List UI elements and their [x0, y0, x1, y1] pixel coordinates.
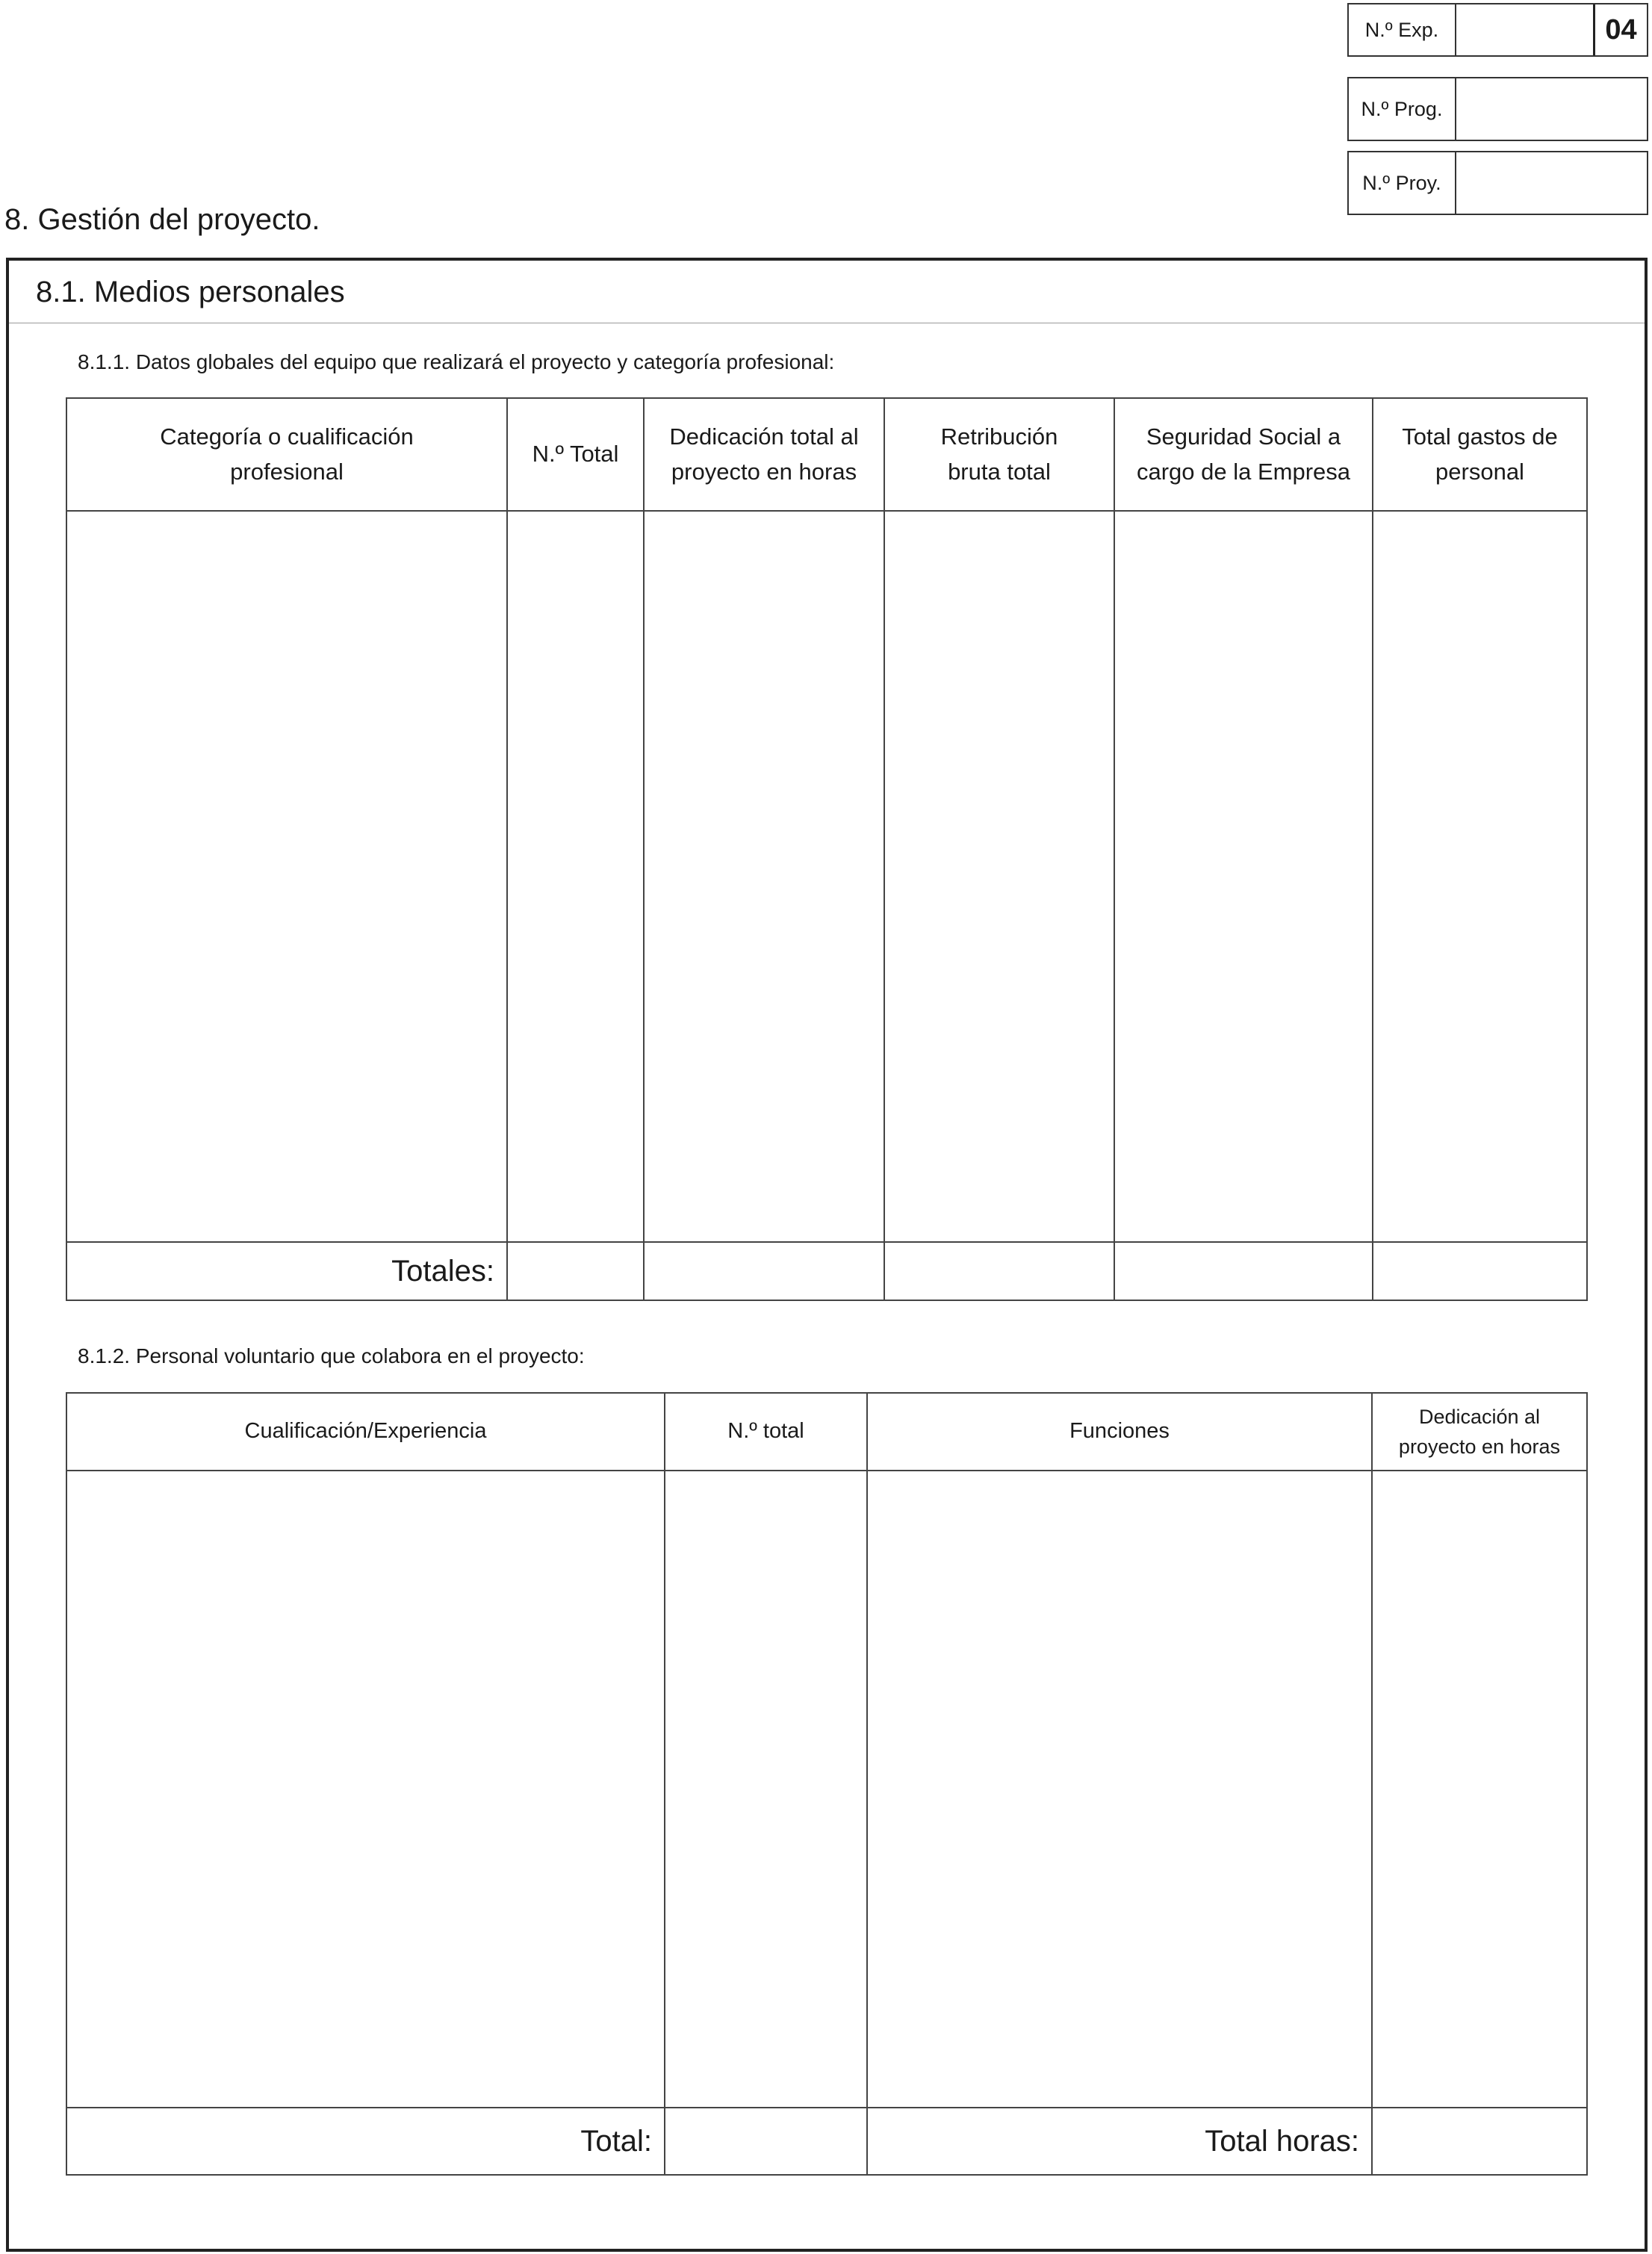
volunteer-hours-total-cell[interactable]: [1372, 2108, 1587, 2175]
total-number-entry-cell[interactable]: [507, 511, 644, 1242]
team-table-entry-area: [66, 511, 1587, 1242]
dedication-hours-total-cell[interactable]: [644, 1242, 884, 1300]
col-header-total-staff-costs: Total gastos de personal: [1373, 398, 1587, 511]
subsection-title-8-1-2: 8.1.2. Personal voluntario que colabora en el proyecto:: [78, 1344, 585, 1367]
ref-label-proy: N.º Proy.: [1349, 152, 1456, 214]
social-security-entry-cell[interactable]: [1114, 511, 1373, 1242]
category-entry-cell[interactable]: [66, 511, 507, 1242]
col-header-qualification: Cualificación/Experiencia: [66, 1393, 665, 1471]
subsection-title-8-1-1: 8.1.1. Datos globales del equipo que realizará el proyecto y categoría profesional:: [78, 350, 835, 373]
total-hours-label: Total horas:: [867, 2108, 1372, 2175]
social-security-total-cell[interactable]: [1114, 1242, 1373, 1300]
volunteer-total-cell[interactable]: [665, 2108, 867, 2175]
total-label: Total:: [66, 2108, 665, 2175]
gross-pay-total-cell[interactable]: [884, 1242, 1114, 1300]
total-number-total-cell[interactable]: [507, 1242, 644, 1300]
volunteer-table-totals-row: [66, 2108, 1587, 2175]
total-staff-costs-entry-cell[interactable]: [1373, 511, 1587, 1242]
proy-number-field[interactable]: [1456, 152, 1647, 214]
form-code: 04: [1593, 4, 1647, 55]
col-header-category: Categoría o cualificación profesional: [66, 398, 507, 511]
team-table-header-row: [66, 398, 1587, 511]
ref-box-proy: [1347, 151, 1648, 215]
section-header: [9, 261, 1645, 323]
col-header-functions: Funciones: [867, 1393, 1372, 1471]
dedication-hours-entry-cell[interactable]: [644, 511, 884, 1242]
col-header-dedication-hours: Dedicación total al proyecto en horas: [644, 398, 884, 511]
col-header-volunteer-total: N.º total: [665, 1393, 867, 1471]
volunteer-table: [66, 1392, 1588, 2176]
volunteer-table-entry-area: [66, 1471, 1587, 2108]
ref-box-prog: [1347, 77, 1648, 141]
col-header-social-security: Seguridad Social a cargo de la Empresa: [1114, 398, 1373, 511]
functions-entry-cell[interactable]: [867, 1471, 1372, 2108]
col-header-gross-pay: Retribución bruta total: [884, 398, 1114, 511]
volunteer-table-header-row: [66, 1393, 1587, 1471]
team-table-totals-row: [66, 1242, 1587, 1300]
exp-number-field[interactable]: [1456, 4, 1593, 55]
totals-label: Totales:: [66, 1242, 507, 1300]
ref-label-exp: N.º Exp.: [1349, 4, 1456, 55]
total-staff-costs-total-cell[interactable]: [1373, 1242, 1587, 1300]
gross-pay-entry-cell[interactable]: [884, 511, 1114, 1242]
page-title: 8. Gestión del proyecto.: [4, 203, 320, 236]
section-title: 8.1. Medios personales: [36, 276, 345, 308]
team-table: [66, 397, 1588, 1301]
ref-box-exp: [1347, 3, 1648, 57]
col-header-volunteer-hours: Dedicación al proyecto en horas: [1372, 1393, 1587, 1471]
col-header-total-number: N.º Total: [507, 398, 644, 511]
prog-number-field[interactable]: [1456, 78, 1647, 140]
volunteer-hours-entry-cell[interactable]: [1372, 1471, 1587, 2108]
volunteer-total-entry-cell[interactable]: [665, 1471, 867, 2108]
ref-label-prog: N.º Prog.: [1349, 78, 1456, 140]
qualification-entry-cell[interactable]: [66, 1471, 665, 2108]
